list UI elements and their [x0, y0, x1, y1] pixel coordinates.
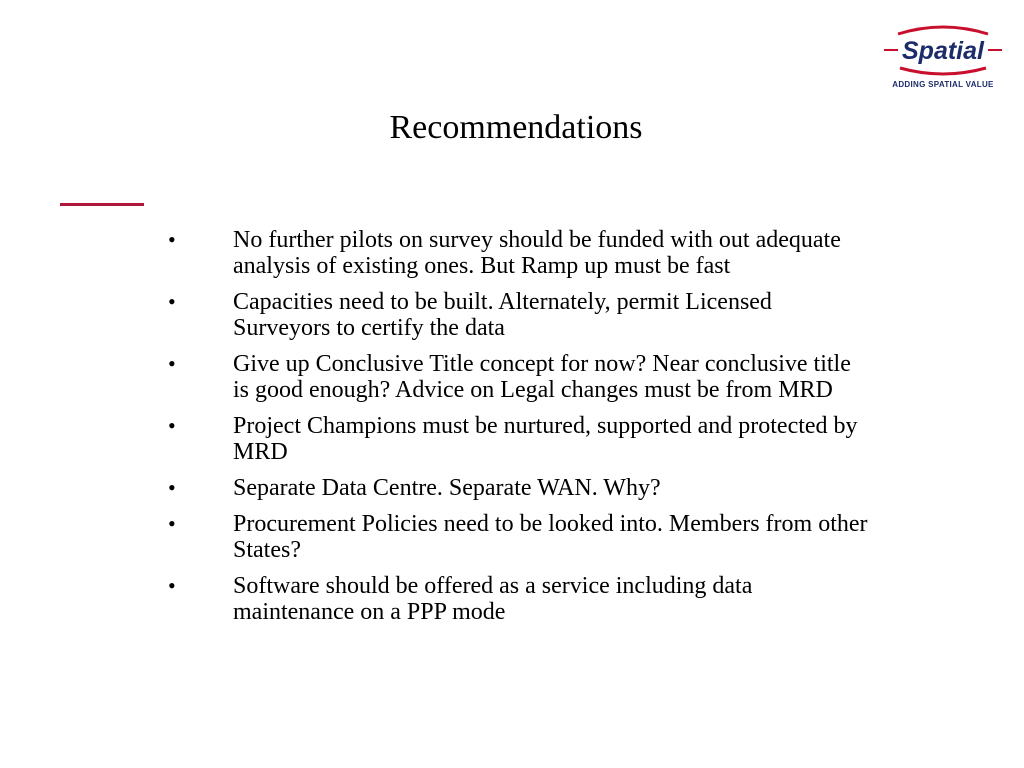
list-item-text: Software should be offered as a service including data maintenance on a PPP mode — [233, 573, 753, 625]
bullet-icon: • — [168, 511, 176, 536]
bullet-icon: • — [168, 573, 176, 598]
list-item-text: Project Champions must be nurtured, supported and protected by MRD — [233, 413, 858, 465]
list-item — [160, 475, 870, 501]
spatial-logo-wordmark: Spatial — [902, 37, 984, 65]
list-item-text: Procurement Policies need to be looked into. Members from other States? — [233, 511, 868, 563]
list-item-text: No further pilots on survey should be funded with out adequate analysis of existing ones. But Ramp up must be fast — [233, 227, 841, 279]
list-item — [160, 227, 870, 279]
slide-title: Recommendations — [389, 109, 643, 146]
logo-tagline: ADDING SPATIAL VALUE — [892, 80, 994, 89]
bullet-icon: • — [168, 351, 176, 376]
bullet-icon: • — [168, 413, 176, 438]
spatial-logo — [884, 22, 1002, 89]
list-item — [160, 573, 870, 625]
list-item — [160, 413, 870, 465]
bullet-icon: • — [168, 475, 176, 500]
list-item — [160, 351, 870, 403]
list-item-text: Capacities need to be built. Alternately, permit Licensed Surveyors to certify the data — [233, 289, 772, 341]
list-item — [160, 511, 870, 563]
recommendation-list — [160, 227, 870, 635]
spatial-logo-icon — [884, 22, 1002, 78]
list-item-text: Give up Conclusive Title concept for now? Near conclusive title is good enough? Advice on Legal changes must be from MRD — [233, 351, 851, 403]
bullet-icon: • — [168, 289, 176, 314]
bullet-icon: • — [168, 227, 176, 252]
list-item-text: Separate Data Centre. Separate WAN. Why? — [233, 475, 661, 501]
accent-divider — [60, 203, 144, 206]
list-item — [160, 289, 870, 341]
